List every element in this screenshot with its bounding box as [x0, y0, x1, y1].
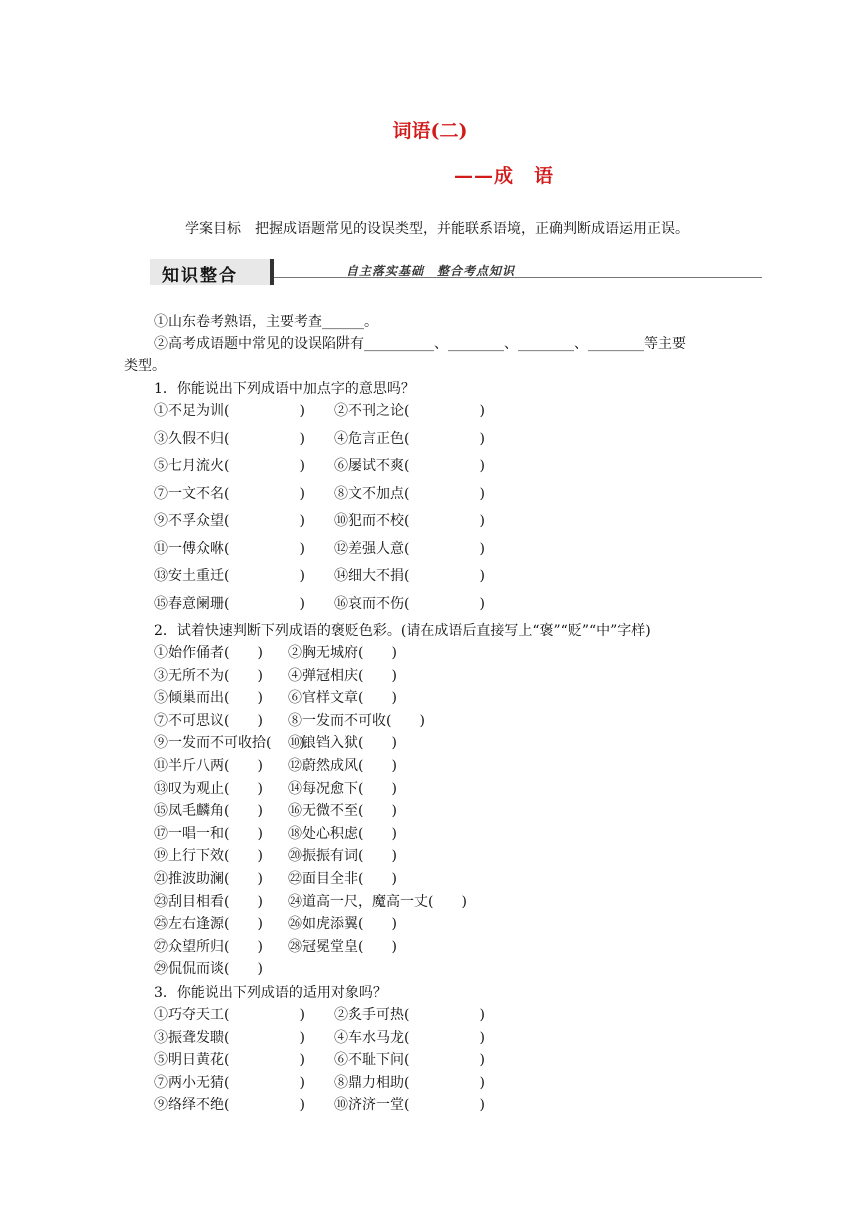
intro-line-2: ②高考成语题中常见的设误陷阱有__________、________、________、________等主要: [154, 336, 686, 352]
q2-item: ⑥官样文章( ): [288, 690, 397, 707]
question-2-heading: 2．试着快速判断下列成语的褒贬色彩。(请在成语后直接写上“褒”“贬”“中”字样): [154, 623, 651, 639]
q2-item: ④弹冠相庆( ): [288, 667, 397, 684]
intro-line-3: 类型。: [124, 358, 166, 374]
q2-item: ㉗众望所归( ): [154, 938, 263, 955]
q1-item: ⑮春意阑珊( ): [154, 595, 305, 612]
q2-item: ③无所不为( ): [154, 667, 263, 684]
q3-item: ⑩济济一堂( ): [334, 1097, 485, 1114]
learning-goal: 学案目标 把握成语题常见的设误类型，并能联系语境，正确判断成语运用正误。: [185, 221, 689, 237]
q1-item: ⑬安土重迁( ): [154, 568, 305, 584]
q1-item: ⑩犯而不校( ): [334, 513, 485, 529]
q2-item: ⑲上行下效( ): [154, 848, 263, 865]
q2-item: ⑭每况愈下( ): [288, 780, 397, 797]
q2-item: ㉕左右逢源( ): [154, 916, 263, 933]
document-subtitle: ——成 语: [454, 165, 555, 187]
q1-item: ⑤七月流火( ): [154, 458, 305, 474]
q3-item: ④车水马龙( ): [334, 1029, 485, 1046]
q2-item: ㉒面目全非( ): [288, 871, 397, 887]
q2-item: ⑩锒铛入狱( ): [288, 735, 397, 752]
q1-item: ①不足为训( ): [154, 403, 305, 419]
q1-item: ②不刊之论( ): [334, 403, 485, 419]
q3-item: ⑥不耻下问( ): [334, 1052, 485, 1069]
q3-item: ③振聋发聩( ): [154, 1029, 305, 1046]
q2-item: ㉙侃侃而谈( ): [154, 961, 263, 978]
q2-item: ⑨一发而不可收拾( ): [154, 735, 305, 752]
q1-item: ⑧文不加点( ): [334, 485, 485, 502]
q2-item: ⑬叹为观止( ): [154, 780, 263, 797]
question-1-heading: 1．你能说出下列成语中加点字的意思吗？: [154, 381, 415, 397]
q1-item: ⑪一傅众咻( ): [154, 540, 305, 557]
q2-item: ⑰一唱一和( ): [154, 825, 263, 842]
intro-line-1: ①山东卷考熟语，主要考查______。: [154, 314, 378, 330]
q2-item: ⑤倾巢而出( ): [154, 690, 263, 707]
q2-item: ⑳振振有词( ): [288, 848, 397, 865]
q3-item: ⑨络绎不绝( ): [154, 1097, 305, 1114]
q2-item: ㉘冠冕堂皇( ): [288, 938, 397, 955]
q2-item: ⑫蔚然成风( ): [288, 758, 397, 774]
q2-item: ⑱处心积虑( ): [288, 825, 397, 842]
question-3-heading: 3．你能说出下列成语的适用对象吗？: [154, 985, 387, 1001]
q1-item: ⑫差强人意( ): [334, 540, 485, 557]
q2-item: ①始作俑者( ): [154, 645, 263, 661]
section-badge-label: 知识整合: [162, 266, 238, 286]
banner-slogan: 自主落实基础 整合考点知识: [346, 264, 516, 278]
q2-item: ②胸无城府( ): [288, 645, 397, 661]
q1-item: ⑥屡试不爽( ): [334, 458, 485, 474]
q3-item: ⑧鼎力相助( ): [334, 1074, 485, 1091]
q2-item: ⑯无微不至( ): [288, 803, 397, 820]
q3-item: ②炙手可热( ): [334, 1007, 485, 1023]
q2-item: ⑧一发而不可收( ): [288, 712, 425, 729]
q3-item: ⑤明日黄花( ): [154, 1052, 305, 1069]
section-banner: [150, 259, 762, 285]
q1-item: ⑭细大不捐( ): [334, 568, 485, 584]
q2-item: ㉔道高一尺，魔高一丈( ): [288, 893, 467, 910]
q1-item: ⑯哀而不伤( ): [334, 595, 485, 612]
q2-item: ⑪半斤八两( ): [154, 758, 263, 774]
q2-item: ⑮凤毛麟角( ): [154, 803, 263, 820]
q1-item: ⑦一文不名( ): [154, 485, 305, 502]
q2-item: ㉓刮目相看( ): [154, 893, 263, 910]
q3-item: ⑦两小无猜( ): [154, 1074, 305, 1091]
q2-item: ㉖如虎添翼( ): [288, 916, 397, 933]
q2-item: ㉑推波助澜( ): [154, 871, 263, 887]
q1-item: ⑨不孚众望( ): [154, 513, 305, 529]
document-title: 词语(二): [392, 120, 468, 142]
q1-item: ④危言正色( ): [334, 430, 485, 447]
section-badge: [150, 259, 274, 285]
q1-item: ③久假不归( ): [154, 430, 305, 447]
q2-item: ⑦不可思议( ): [154, 712, 263, 729]
q3-item: ①巧夺天工( ): [154, 1007, 305, 1023]
